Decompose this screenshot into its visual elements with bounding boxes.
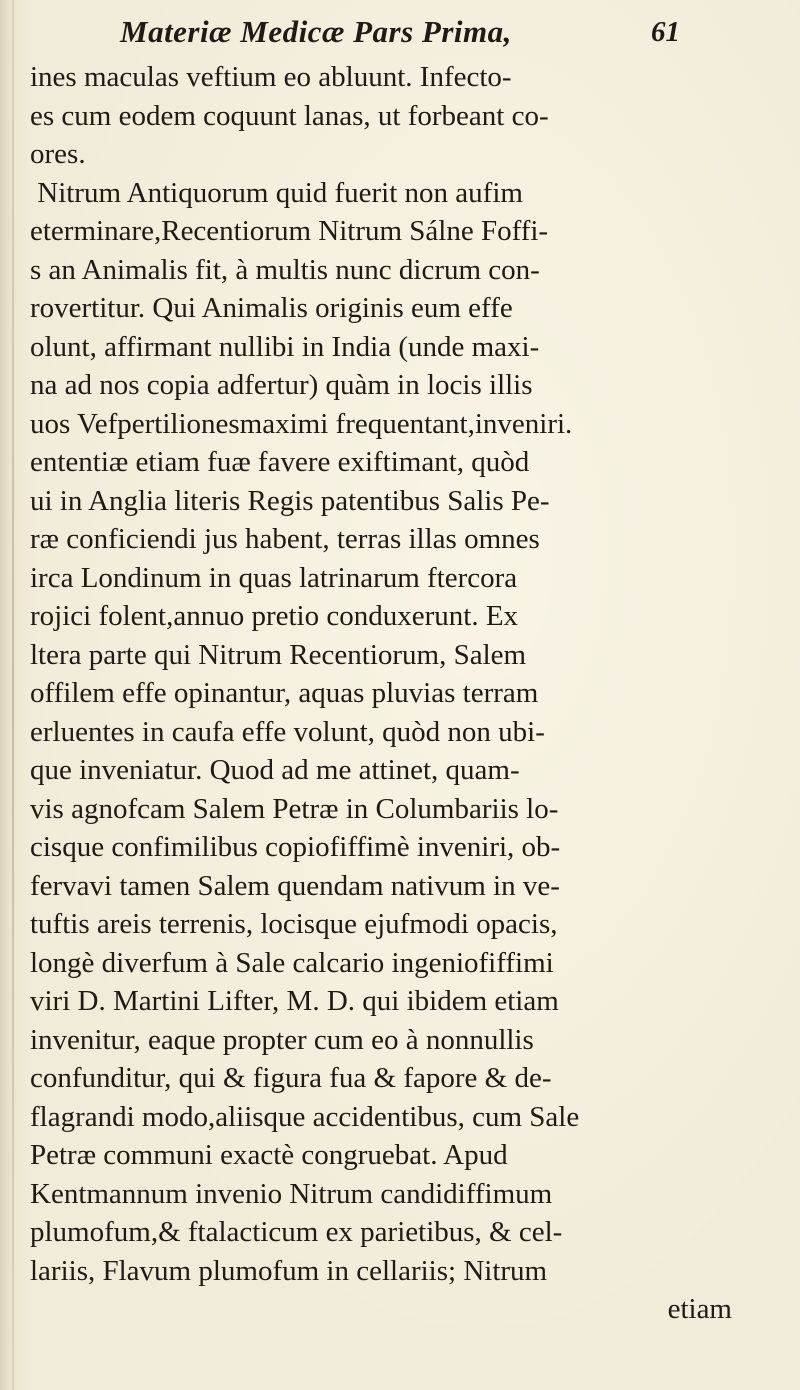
body-text: [30, 58, 770, 1329]
text-line: es cum eodem coquunt lanas, ut forbeant co-: [30, 99, 549, 132]
text-line: ines maculas veftium eo abluunt. Infecto-: [30, 61, 512, 93]
text-line: fervavi tamen Salem quendam nativum in ve-: [30, 869, 560, 902]
running-title: Materiæ Medicæ Pars Prima,: [120, 14, 512, 49]
page-number: 61: [651, 16, 680, 48]
text-line: tuftis areis terrenis, locisque ejufmodi opacis,: [30, 908, 558, 940]
text-line: flagrandi modo,aliisque accidentibus, cum Sale: [30, 1100, 580, 1133]
text-line: lariis, Flavum plumofum in cellariis; Nitrum: [30, 1254, 548, 1287]
text-line: Petræ communi exactè congruebat. Apud: [30, 1139, 508, 1171]
catchword: etiam: [667, 1293, 732, 1325]
text-line: cisque confimilibus copiofiffimè inveniri, ob-: [30, 831, 561, 863]
text-line: olunt, affirmant nullibi in India (unde maxi-: [30, 330, 540, 363]
text-line: na ad nos copia adfertur) quàm in locis illis: [30, 369, 533, 401]
text-line: ui in Anglia literis Regis patentibus Salis Pe-: [30, 484, 550, 517]
text-line: uos Vefpertilionesmaximi frequentant,inveniri.: [30, 407, 573, 440]
text-line: ltera parte qui Nitrum Recentiorum, Salem: [30, 638, 527, 671]
text-line: viri D. Martini Lifter, M. D. qui ibidem etiam: [30, 985, 559, 1017]
page-gutter: [12, 0, 14, 1390]
text-line: rojici folent,annuo pretio conduxerunt. Ex: [30, 600, 519, 632]
text-line: rovertitur. Qui Animalis originis eum effe: [30, 292, 513, 324]
text-line: longè diverfum à Sale calcario ingeniofiffimi: [30, 946, 554, 979]
text-line: vis agnofcam Salem Petræ in Columbariis lo-: [30, 792, 559, 825]
text-line: irca Londinum in quas latrinarum ftercora: [30, 561, 518, 594]
text-line: ententiæ etiam fuæ favere exiftimant, quòd: [30, 446, 530, 478]
text-line: invenitur, eaque propter cum eo à nonnullis: [30, 1023, 534, 1056]
text-line: que inveniatur. Quod ad me attinet, quam-: [30, 754, 520, 786]
text-line: eterminare,Recentiorum Nitrum Sálne Foffi-: [30, 215, 549, 247]
text-line: ræ conficiendi jus habent, terras illas omnes: [30, 523, 540, 555]
text-line: offilem effe opinantur, aquas pluvias terram: [30, 677, 539, 709]
text-line: ores.: [30, 138, 86, 170]
text-line: confunditur, qui & figura fua & fapore & de-: [30, 1062, 552, 1094]
text-line: erluentes in caufa effe volunt, quòd non ubi-: [30, 715, 545, 748]
page-header: [120, 14, 680, 54]
text-line: Nitrum Antiquorum quid fuerit non aufim: [30, 176, 523, 209]
text-line: s an Animalis fit, à multis nunc dicrum con-: [30, 253, 540, 286]
text-line: plumofum,& ftalacticum ex parietibus, & cel-: [30, 1216, 563, 1248]
text-line: Kentmannum invenio Nitrum candidiffimum: [30, 1177, 553, 1210]
